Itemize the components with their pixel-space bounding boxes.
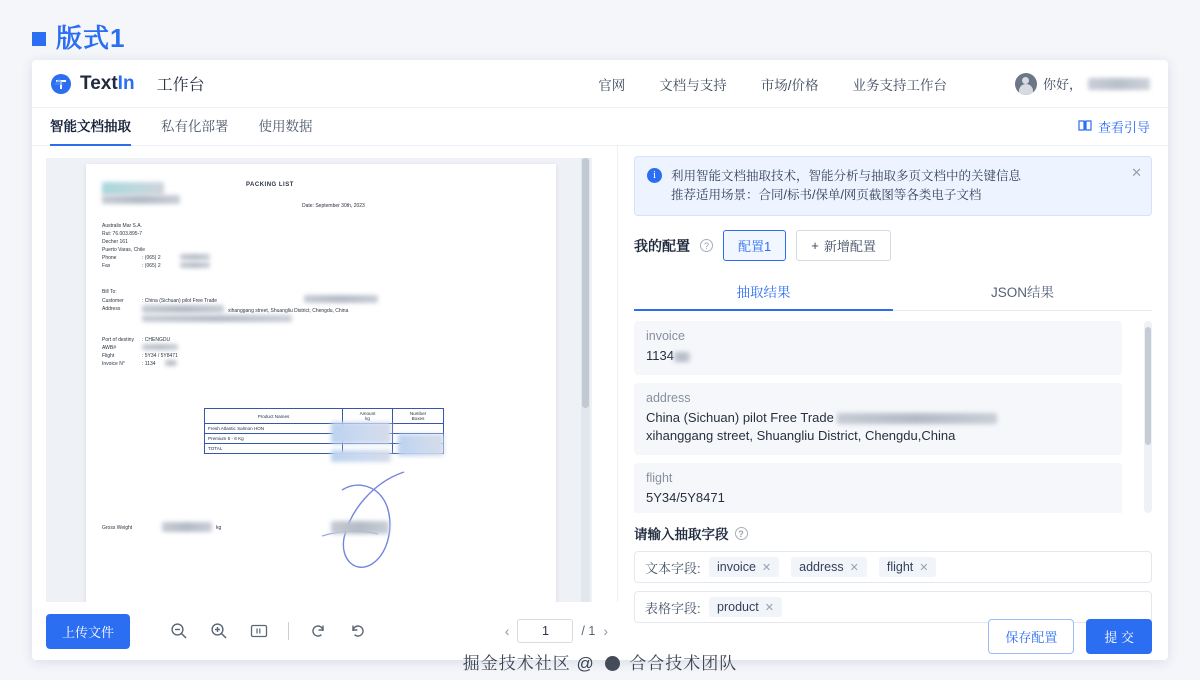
result-card-invoice	[634, 321, 1122, 375]
save-config-button[interactable]: 保存配置	[988, 619, 1074, 654]
awb-redacted	[142, 344, 178, 350]
result-scrollbar-thumb[interactable]	[1145, 327, 1151, 445]
heading-square-icon	[32, 32, 46, 46]
tab-usage-data[interactable]: 使用数据	[258, 118, 313, 134]
fit-width-icon[interactable]	[248, 620, 270, 642]
workbench-label: 工作台	[156, 77, 205, 94]
result-tabs	[634, 273, 1152, 311]
result-value-flight: 5Y34/5Y8471	[646, 490, 725, 505]
nav-item-market-pricing[interactable]: 市场/价格	[760, 77, 819, 93]
info-icon: i	[647, 168, 662, 183]
result-key-address: address	[646, 391, 691, 405]
doc-company-3: Puerto Varas, Chile	[102, 247, 145, 253]
next-page-button[interactable]: ›	[603, 623, 608, 639]
viewer-tools	[168, 620, 369, 642]
config-chip-1[interactable]: 配置1	[723, 230, 786, 261]
config-row	[634, 230, 1152, 261]
page-title	[32, 18, 125, 55]
extract-fields-title	[634, 523, 1152, 543]
tab-smart-doc-extract[interactable]: 智能文档抽取	[50, 108, 131, 146]
tab-extract-result[interactable]: 抽取结果	[634, 273, 893, 310]
doc-customer: Customer : China (Sichuan) pilot Free Trade	[102, 298, 218, 304]
top-bar	[32, 60, 1168, 108]
view-guide-button[interactable]	[1078, 117, 1150, 136]
phone-redacted	[180, 254, 210, 260]
remove-tag-icon[interactable]: ✕	[849, 561, 859, 574]
table-boxes-redacted	[398, 434, 444, 456]
brand-name: TextIn	[80, 72, 135, 94]
text-fields-tags	[709, 557, 936, 577]
document-scrollbar-thumb[interactable]	[582, 158, 589, 408]
watermark-at: @	[576, 654, 595, 673]
document-pane	[32, 146, 618, 660]
tag-product[interactable]	[709, 597, 782, 617]
watermark-right: 合合技术团队	[629, 654, 738, 673]
page-total-label: / 1	[581, 624, 596, 638]
upload-file-button[interactable]: 上传文件	[46, 614, 130, 649]
extract-fields-label: 请输入抽取字段	[634, 527, 729, 542]
doc-flight: Flight : 5Y34 / 5Y8471	[102, 353, 178, 359]
doc-awb: AWB#	[102, 345, 116, 351]
tag-product-label: product	[717, 600, 759, 614]
plus-icon: +	[811, 238, 819, 253]
notice-text	[671, 167, 1021, 205]
signature-redacted	[331, 521, 389, 534]
tab-private-deploy[interactable]: 私有化部署	[161, 118, 229, 134]
doc-port: Port of destiny : CHENGDU	[102, 337, 171, 343]
app-window	[32, 60, 1168, 660]
cell-product-1: Fresh Atlantic Salmon HON	[205, 424, 343, 434]
document-page	[86, 164, 556, 610]
doc-company-2: Decher 161	[102, 239, 128, 245]
prev-page-button[interactable]: ‹	[504, 623, 510, 639]
result-card-address	[634, 383, 1122, 455]
avatar	[1015, 73, 1037, 95]
tag-address[interactable]	[791, 557, 867, 577]
result-value-invoice: 1134	[646, 347, 1110, 365]
tag-flight[interactable]	[879, 557, 937, 577]
remove-tag-icon[interactable]: ✕	[764, 601, 774, 614]
nav-item-official-site[interactable]: 官网	[598, 77, 626, 93]
doc-date: Date: September 30th, 2023	[302, 203, 365, 209]
gross-weight-label: Gross Weight	[102, 525, 133, 531]
document-scrollbar[interactable]	[581, 158, 590, 616]
rotate-right-icon[interactable]	[347, 620, 369, 642]
gross-weight-unit: kg	[216, 525, 222, 531]
tag-address-label: address	[799, 560, 844, 574]
tag-invoice-label: invoice	[717, 560, 756, 574]
brand[interactable]	[50, 72, 205, 95]
page-title-text: 版式1	[56, 23, 126, 53]
document-toolbar	[32, 602, 622, 660]
invoice-redacted	[165, 360, 177, 366]
doc-company-0: Australis Mar S.A.	[102, 223, 143, 229]
result-list[interactable]	[634, 321, 1152, 513]
nav-item-docs-support[interactable]: 文档与支持	[659, 77, 727, 93]
result-scrollbar[interactable]	[1144, 321, 1152, 513]
logo-sub-redacted	[102, 195, 180, 204]
document-viewport[interactable]	[46, 158, 592, 616]
nav-item-business-support[interactable]: 业务支持工作台	[852, 77, 947, 93]
doc-company-1: Rut: 76.003.895-7	[102, 231, 143, 237]
tag-flight-label: flight	[886, 560, 914, 574]
doc-address-line: xihanggang street, Shuangliu District, Chengdu, China	[228, 308, 349, 314]
page-number-input[interactable]	[517, 619, 573, 643]
my-config-label: 我的配置	[634, 237, 690, 254]
result-key-invoice: invoice	[646, 329, 685, 343]
user-menu[interactable]	[1015, 73, 1150, 95]
top-nav	[598, 73, 1150, 95]
add-config-button[interactable]	[796, 230, 891, 261]
action-row	[988, 619, 1152, 654]
add-config-label: 新增配置	[823, 239, 876, 254]
rotate-left-icon[interactable]	[307, 620, 329, 642]
remove-tag-icon[interactable]: ✕	[919, 561, 929, 574]
result-card-flight	[634, 463, 1122, 513]
tab-bar	[32, 108, 1168, 146]
cell-number-1	[392, 424, 443, 434]
logo-redacted	[102, 182, 164, 195]
pager	[505, 619, 608, 643]
body	[32, 146, 1168, 660]
book-icon	[1078, 119, 1092, 135]
textin-logo-icon	[50, 73, 72, 95]
table-header-amount: Amount kg	[343, 409, 393, 424]
notice-banner	[634, 156, 1152, 216]
table-fields-tags	[709, 597, 782, 617]
doc-address-label: Address	[102, 306, 121, 312]
help-icon-fields[interactable]: ?	[735, 527, 748, 540]
notice-line-1: 利用智能文档抽取技术，智能分析与抽取多页文档中的关键信息	[671, 169, 1022, 183]
fax-redacted	[180, 262, 210, 268]
table-header-row	[205, 409, 444, 424]
table-fields-label: 表格字段:	[645, 600, 701, 616]
toolbar-divider	[288, 622, 289, 640]
result-value-address: China (Sichuan) pilot Free Trade xihanggang street, Shuangliu District, Chengdu,China	[646, 409, 1110, 445]
tag-invoice[interactable]	[709, 557, 779, 577]
close-icon[interactable]: ✕	[1131, 165, 1142, 180]
table-row	[205, 424, 444, 434]
text-fields-row[interactable]	[634, 551, 1152, 583]
zoom-in-icon[interactable]	[208, 620, 230, 642]
user-greeting: 你好，	[1042, 77, 1082, 92]
doc-phone: Phone : (065) 2	[102, 255, 161, 261]
cell-product-2: Premium 5 - 6 Kg	[205, 434, 343, 444]
doc-invoice: Invoice N° : 1134	[102, 361, 156, 367]
text-fields-label: 文本字段:	[645, 560, 701, 576]
watermark-left: 掘金技术社区	[462, 654, 571, 673]
address-redacted-1	[142, 305, 224, 313]
doc-fax: Fax : (065) 2	[102, 263, 161, 269]
doc-billto-label: Bill To:	[102, 289, 117, 295]
table-header-product: Product Names	[205, 409, 343, 424]
notice-line-2: 推荐适用场景：合同/标书/保单/网页截图等各类电子文档	[671, 188, 982, 202]
table-amount-redacted	[331, 422, 391, 444]
remove-tag-icon[interactable]: ✕	[761, 561, 772, 574]
help-icon[interactable]: ?	[700, 239, 713, 252]
config-pane	[618, 146, 1168, 660]
view-guide-label: 查看引导	[1097, 120, 1150, 135]
tab-json-result[interactable]: JSON结果	[990, 285, 1054, 300]
user-name-redacted	[1088, 78, 1150, 90]
table-total-redacted	[331, 450, 391, 462]
result-key-flight: flight	[646, 471, 673, 485]
customer-redacted	[304, 295, 378, 303]
address-redacted-2	[142, 315, 292, 322]
table-header-number: Number Boxes	[392, 409, 443, 424]
submit-button[interactable]: 提 交	[1086, 619, 1152, 654]
doc-title: PACKING LIST	[246, 182, 294, 188]
cell-total-label: TOTAL	[205, 444, 343, 454]
gross-weight-redacted	[162, 522, 212, 532]
zoom-out-icon[interactable]	[168, 620, 190, 642]
